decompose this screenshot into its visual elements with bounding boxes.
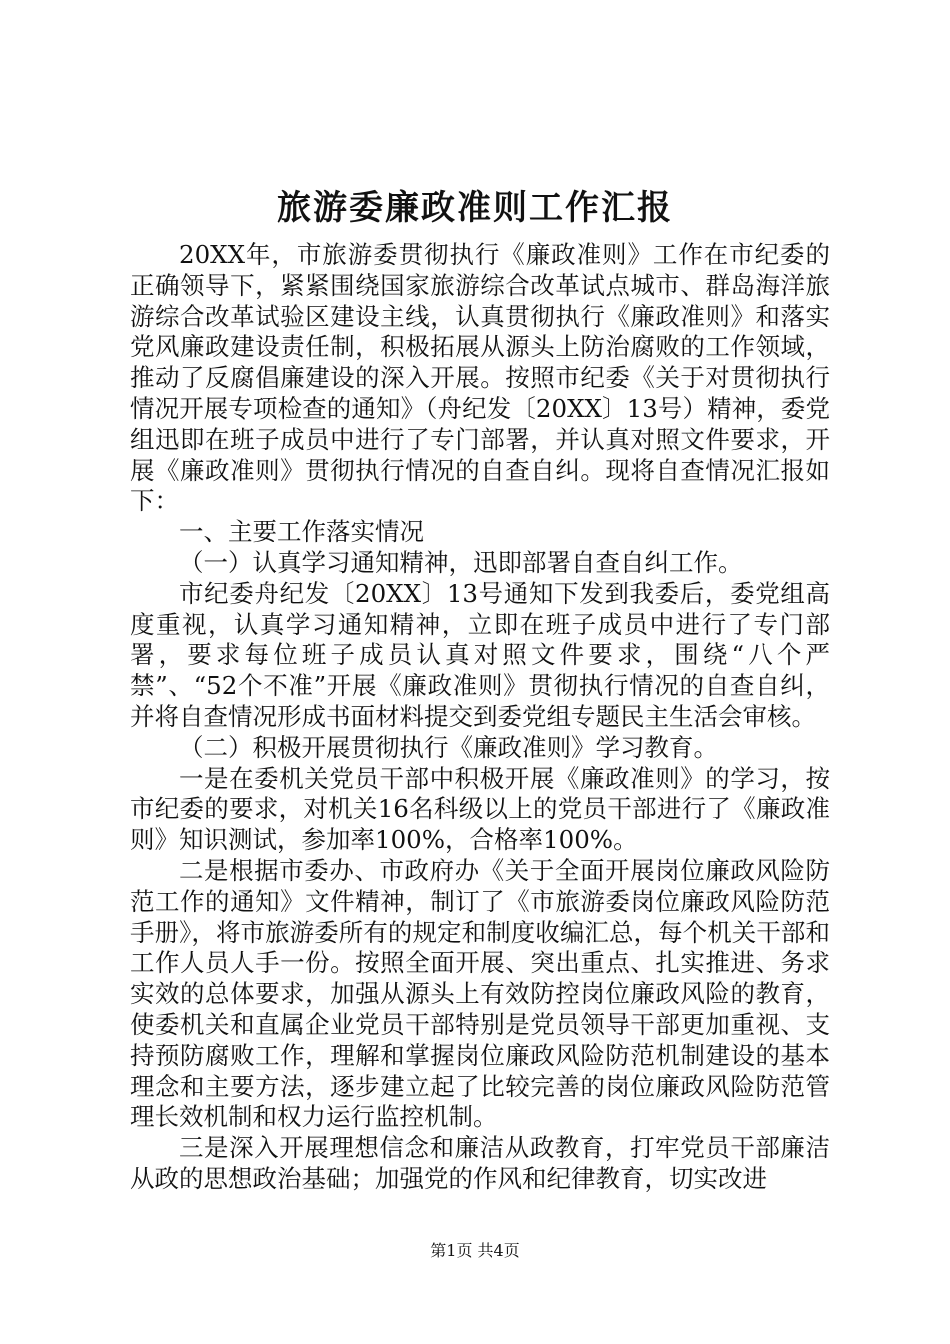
paragraph-intro: 20XX年，市旅游委贯彻执行《廉政准则》工作在市纪委的正确领导下，紧紧围绕国家旅游综合改革试点城市、群岛海洋旅游综合改革试验区建设主线，认真贯彻执行《廉政准则》和落实党风廉政建设责任制，积极拓展从源头上防治腐败的工作领域，推动了反腐倡廉建设的深入开展。按照市纪委《关于对贯彻执行情况开展专项检查的通知》（舟纪发〔20XX〕13号）精神，委党组迅即在班子成员中进行了专门部署，并认真对照文件要求，开展《廉政准则》贯彻执行情况的自查自纠。现将自查情况汇报如下： bbox=[130, 240, 830, 516]
document-body bbox=[130, 240, 830, 1195]
paragraph-point-one: 一是在委机关党员干部中积极开展《廉政准则》的学习，按市纪委的要求，对机关16名科级以上的党员干部进行了《廉政准则》知识测试，参加率100%，合格率100%。 bbox=[130, 763, 830, 855]
subsection-heading-1: （一）认真学习通知精神，迅即部署自查自纠工作。 bbox=[179, 547, 743, 577]
document-title: 旅游委廉政准则工作汇报 bbox=[277, 188, 673, 228]
page-number-footer: 第1页 共4页 bbox=[430, 1241, 520, 1260]
paragraph-point-three: 三是深入开展理想信念和廉洁从政教育，打牢党员干部廉洁从政的思想政治基础；加强党的作风和纪律教育，切实改进 bbox=[130, 1133, 830, 1193]
paragraph-self-check: 市纪委舟纪发〔20XX〕13号通知下发到我委后，委党组高度重视，认真学习通知精神，立即在班子成员中进行了专门部署，要求每位班子成员认真对照文件要求，围绕“八个严禁”、“52个不准”开展《廉政准则》贯彻执行情况的自查自纠，并将自查情况形成书面材料提交到委党组专题民主生活会审核。 bbox=[130, 578, 830, 731]
section-heading-1: 一、主要工作落实情况 bbox=[179, 517, 424, 547]
subsection-heading-2: （二）积极开展贯彻执行《廉政准则》学习教育。 bbox=[179, 732, 718, 762]
paragraph-point-two: 二是根据市委办、市政府办《关于全面开展岗位廉政风险防范工作的通知》文件精神，制订了《市旅游委岗位廉政风险防范手册》，将市旅游委所有的规定和制度收编汇总，每个机关干部和工作人员人手一份。按照全面开展、突出重点、扎实推进、务求实效的总体要求，加强从源头上有效防控岗位廉政风险的教育，使委机关和直属企业党员干部特别是党员领导干部更加重视、支持预防腐败工作，理解和掌握岗位廉政风险防范机制建设的基本理念和主要方法，逐步建立起了比较完善的岗位廉政风险防范管理长效机制和权力运行监控机制。 bbox=[130, 855, 830, 1132]
